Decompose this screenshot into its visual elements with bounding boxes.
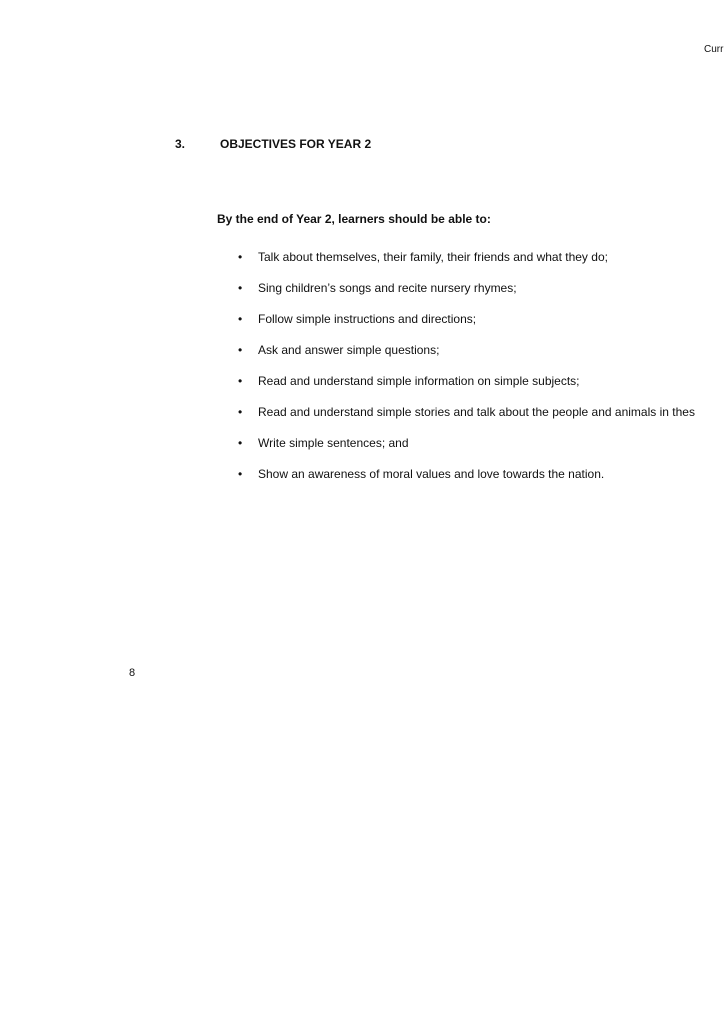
objective-item [234,303,695,334]
objective-text: Ask and answer simple questions; [258,342,440,357]
bullet-icon: • [238,404,243,419]
objective-text: Sing children’s songs and recite nursery rhymes; [258,280,517,295]
objective-item [234,427,695,458]
bullet-icon: • [238,342,243,357]
objective-item [234,458,695,489]
bullet-icon: • [238,466,243,481]
objective-item [234,396,695,427]
bullet-icon: • [238,249,243,264]
section-heading [175,137,371,151]
objective-text: Talk about themselves, their family, their friends and what they do; [258,249,608,264]
bullet-icon: • [238,373,243,388]
bullet-icon: • [238,280,243,295]
objective-text: Show an awareness of moral values and love towards the nation. [258,466,605,481]
objective-text: Follow simple instructions and directions; [258,311,477,326]
objectives-list [234,241,695,489]
objective-text: Read and understand simple information on simple subjects; [258,373,580,388]
objective-item [234,241,695,272]
running-header: Curr [704,44,724,55]
objective-item [234,365,695,396]
objectives-intro: By the end of Year 2, learners should be able to: [217,212,491,226]
bullet-icon: • [238,311,243,326]
section-title: OBJECTIVES FOR YEAR 2 [220,137,372,151]
page-number: 8 [129,667,136,679]
objective-item [234,334,695,365]
section-number: 3. [175,137,186,151]
objective-text: Read and understand simple stories and talk about the people and animals in thes [258,404,695,419]
objective-text: Write simple sentences; and [258,435,409,450]
objective-item [234,272,695,303]
bullet-icon: • [238,435,243,450]
